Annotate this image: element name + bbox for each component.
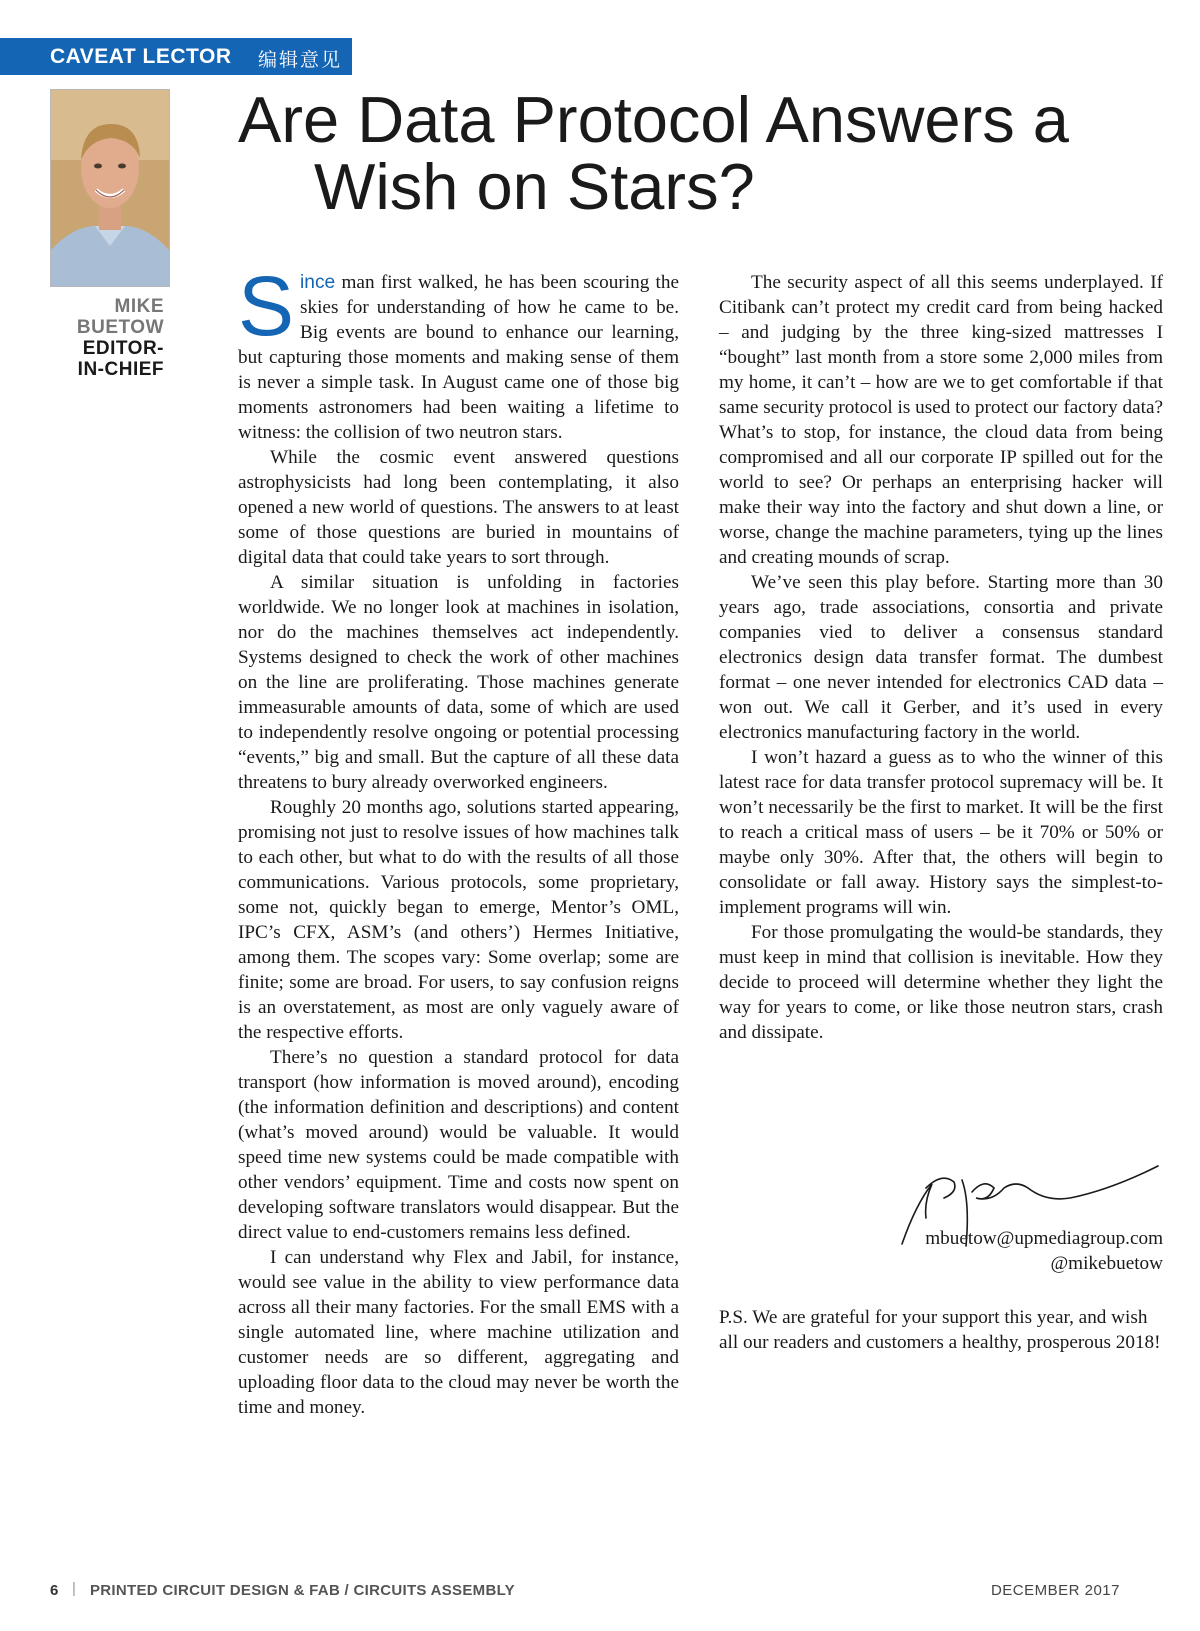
page-number: 6 — [50, 1582, 59, 1599]
body-paragraph: A similar situation is unfolding in factories worldwide. We no longer look at machines in isolation, nor do the machines themselves act independently. Systems designed to check the work of other machines on the line are proliferating. Those machines generate immeasurable amounts of data, some of which are used to independently resolve ongoing or potential processing “events,” big and small. But the capture of all these data threatens to bury already overworked engineers. — [238, 572, 679, 793]
first-paragraph-text: man first walked, he has been scouring the skies for understanding of how he came to be. Big events are bound to enhance our learning, but capturing those moments and making sense of them is never a simple task. In August came one of those big moments astronomers had been waiting a lifetime to witness: the collision of two neutron stars. — [238, 272, 679, 443]
body-paragraph: While the cosmic event answered questions astrophysicists had long been contemplating, it also opened a new world of questions. The answers to at least some of those questions are buried in mountains of digital data that could take years to sort through. — [238, 447, 679, 568]
body-paragraph: I can understand why Flex and Jabil, for instance, would see value in the ability to view performance data across all their many factories. For the small EMS with a single automated line, where machine utilization and customer needs are so different, aggregating and uploading floor data to the cloud may never be worth the time and money. — [238, 1247, 679, 1418]
postscript: P.S. We are grateful for your support this year, and wish all our readers and customers a healthy, prosperous 2018! — [719, 1307, 1161, 1353]
body-paragraph: Roughly 20 months ago, solutions started appearing, promising not just to resolve issues of how machines talk to each other, but what to do with the results of all those communications. Various protocols, some proprietary, some not, quickly began to emerge, Mentor’s OML, IPC’s CFX, ASM’s (and others’) Hermes Initiative, among them. The scopes vary: Some overlap; some are finite; some are broad. For users, to say confusion reigns is an overstatement, as most are only vaguely aware of the respective efforts. — [238, 797, 679, 1043]
article-column-right — [719, 270, 1163, 1045]
author-first-name: MIKE — [114, 296, 164, 317]
body-paragraph: The security aspect of all this seems underplayed. If Citibank can’t protect my credit card from being hacked – and judging by the three king-sized mattresses I “bought” last month from a store some 2,000 miles from my home, it can’t – how are we to get comfortable if that same security protocol is used to protect our factory data? What’s to stop, for instance, the cloud data from being compromised and all our corporate IP spilled out for the world to see? Or perhaps an enterprising hacker will make their way into the factory and shut down a line, or worse, change the machine parameters, tying up the lines and creating mounds of scrap. — [719, 272, 1163, 568]
first-paragraph — [238, 259, 679, 445]
author-byline — [40, 296, 164, 380]
author-contact — [868, 1226, 1163, 1276]
body-paragraph: We’ve seen this play before. Starting more than 30 years ago, trade associations, consortia and private companies vied to deliver a consensus standard electronics design data transfer format. The dumbest format – one never intended for electronics CAD data – won out. We call it Gerber, and it’s used in every electronics manufacturing factory in the world. — [719, 572, 1163, 743]
headline-line-2: Wish on Stars? — [314, 150, 755, 223]
author-role-line-1: EDITOR- — [82, 338, 164, 359]
section-title: CAVEAT LECTOR — [50, 45, 232, 68]
author-role-line-2: IN-CHIEF — [77, 359, 164, 380]
section-header-bar — [0, 38, 352, 75]
footer-divider: | — [72, 1580, 76, 1597]
author-last-name: BUETOW — [76, 317, 164, 338]
body-paragraph: I won’t hazard a guess as to who the winner of this latest race for data transfer protocol supremacy will be. It won’t necessarily be the first to market. It will be the first to reach a critical mass of users – be it 70% or 50% or maybe only 30%. After that, the others will begin to consolidate or fall away. History says the simplest-to-implement programs will win. — [719, 747, 1163, 918]
lead-word: ince — [300, 272, 336, 293]
issue-date: DECEMBER 2017 — [990, 1582, 1120, 1599]
body-paragraph: There’s no question a standard protocol for data transport (how information is moved around), encoding (the information definition and descriptions) and content (what’s moved around) would be valuable. It would speed time new systems could be made compatible with other vendors’ equipment. Time and costs now spent on developing software translators would disappear. But the direct value to end-customers remains less defined. — [238, 1047, 679, 1243]
article-column-left — [238, 259, 679, 1420]
body-paragraph: For those promulgating the would-be standards, they must keep in mind that collision is inevitable. How they decide to proceed will determine whether they light the way for years to come, or like those neutron stars, crash and dissipate. — [719, 922, 1163, 1043]
article-headline — [238, 83, 1138, 223]
author-email[interactable]: mbuetow@upmediagroup.com — [925, 1228, 1163, 1249]
author-twitter-handle[interactable]: @mikebuetow — [1050, 1253, 1163, 1274]
author-photo — [50, 89, 170, 287]
portrait-image — [51, 90, 169, 286]
section-title-chinese: 编辑意见 — [258, 49, 343, 71]
drop-cap: S — [238, 259, 295, 353]
publication-name: PRINTED CIRCUIT DESIGN & FAB / CIRCUITS ASSEMBLY — [90, 1582, 515, 1599]
headline-line-1: Are Data Protocol Answers a — [238, 83, 1069, 156]
